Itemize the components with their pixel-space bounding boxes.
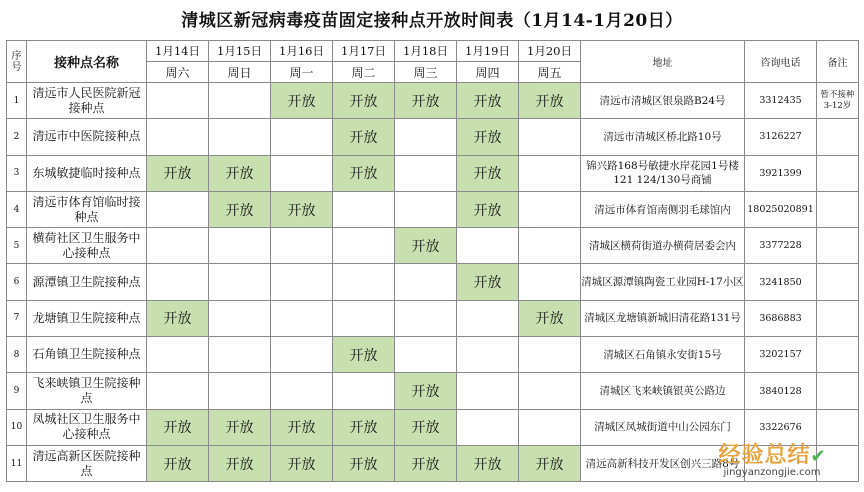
header-phone: 咨询电话 bbox=[745, 41, 817, 83]
header-address: 地址 bbox=[581, 41, 745, 83]
table-row bbox=[7, 191, 859, 227]
site-phone: 18025020891 bbox=[745, 191, 817, 227]
site-note bbox=[817, 373, 859, 409]
open-cell: 开放 bbox=[147, 300, 209, 336]
site-phone: 3312435 bbox=[745, 83, 817, 119]
site-address: 清远高新科技开发区创兴三路8号 bbox=[581, 445, 745, 481]
closed-cell bbox=[271, 337, 333, 373]
site-name: 凤城社区卫生服务中心接种点 bbox=[27, 409, 147, 445]
closed-cell bbox=[457, 337, 519, 373]
site-name: 清远市体育馆临时接种点 bbox=[27, 191, 147, 227]
row-number: 4 bbox=[7, 191, 27, 227]
closed-cell bbox=[395, 119, 457, 155]
table-row bbox=[7, 155, 859, 191]
open-cell: 开放 bbox=[271, 445, 333, 481]
closed-cell bbox=[457, 228, 519, 264]
closed-cell bbox=[147, 119, 209, 155]
table-row bbox=[7, 83, 859, 119]
closed-cell bbox=[147, 228, 209, 264]
row-number: 5 bbox=[7, 228, 27, 264]
site-name: 石角镇卫生院接种点 bbox=[27, 337, 147, 373]
site-address: 清远市清城区银泉路B24号 bbox=[581, 83, 745, 119]
open-cell: 开放 bbox=[457, 264, 519, 300]
closed-cell bbox=[209, 119, 271, 155]
row-number: 10 bbox=[7, 409, 27, 445]
open-cell: 开放 bbox=[519, 300, 581, 336]
site-name: 清远市中医院接种点 bbox=[27, 119, 147, 155]
site-phone: 3241850 bbox=[745, 264, 817, 300]
closed-cell bbox=[457, 300, 519, 336]
site-phone: 3921399 bbox=[745, 155, 817, 191]
site-name: 飞来峡镇卫生院接种点 bbox=[27, 373, 147, 409]
closed-cell bbox=[395, 300, 457, 336]
closed-cell bbox=[209, 83, 271, 119]
closed-cell bbox=[519, 264, 581, 300]
watermark-url: jingyanzongjie.com bbox=[723, 467, 821, 478]
closed-cell bbox=[271, 373, 333, 409]
open-cell: 开放 bbox=[519, 83, 581, 119]
table-row bbox=[7, 228, 859, 264]
closed-cell bbox=[519, 337, 581, 373]
site-name: 龙塘镇卫生院接种点 bbox=[27, 300, 147, 336]
site-address: 清城区龙塘镇新城旧清花路131号 bbox=[581, 300, 745, 336]
closed-cell bbox=[147, 191, 209, 227]
row-number: 3 bbox=[7, 155, 27, 191]
open-cell: 开放 bbox=[333, 337, 395, 373]
site-name: 清远市人民医院新冠接种点 bbox=[27, 83, 147, 119]
closed-cell bbox=[395, 191, 457, 227]
closed-cell bbox=[519, 409, 581, 445]
site-address: 锦兴路168号敏捷水岸花园1号楼121 124/130号商铺 bbox=[581, 155, 745, 191]
closed-cell bbox=[333, 300, 395, 336]
header-weekday: 周五 bbox=[519, 62, 581, 83]
site-note bbox=[817, 300, 859, 336]
closed-cell bbox=[147, 264, 209, 300]
open-cell: 开放 bbox=[333, 409, 395, 445]
site-note bbox=[817, 119, 859, 155]
row-number: 11 bbox=[7, 445, 27, 481]
schedule-body bbox=[7, 83, 859, 482]
closed-cell bbox=[519, 155, 581, 191]
closed-cell bbox=[395, 337, 457, 373]
open-cell: 开放 bbox=[271, 83, 333, 119]
closed-cell bbox=[271, 228, 333, 264]
closed-cell bbox=[271, 264, 333, 300]
open-cell: 开放 bbox=[395, 409, 457, 445]
site-address: 清城区凤城街道中山公园东门 bbox=[581, 409, 745, 445]
closed-cell bbox=[333, 228, 395, 264]
open-cell: 开放 bbox=[457, 445, 519, 481]
open-cell: 开放 bbox=[209, 191, 271, 227]
closed-cell bbox=[271, 155, 333, 191]
open-cell: 开放 bbox=[147, 155, 209, 191]
header-weekday: 周六 bbox=[147, 62, 209, 83]
closed-cell bbox=[395, 155, 457, 191]
closed-cell bbox=[333, 264, 395, 300]
open-cell: 开放 bbox=[395, 373, 457, 409]
header-date: 1月19日 bbox=[457, 41, 519, 62]
closed-cell bbox=[271, 119, 333, 155]
site-note bbox=[817, 228, 859, 264]
header-date: 1月15日 bbox=[209, 41, 271, 62]
open-cell: 开放 bbox=[147, 409, 209, 445]
site-name: 清远高新区医院接种点 bbox=[27, 445, 147, 481]
site-note bbox=[817, 191, 859, 227]
open-cell: 开放 bbox=[271, 409, 333, 445]
closed-cell bbox=[271, 300, 333, 336]
header-weekday: 周三 bbox=[395, 62, 457, 83]
schedule-table bbox=[6, 40, 859, 482]
closed-cell bbox=[519, 373, 581, 409]
site-address: 清远市体育馆南侧羽毛球馆内 bbox=[581, 191, 745, 227]
open-cell: 开放 bbox=[457, 155, 519, 191]
site-note bbox=[817, 155, 859, 191]
open-cell: 开放 bbox=[333, 83, 395, 119]
table-row bbox=[7, 264, 859, 300]
open-cell: 开放 bbox=[209, 445, 271, 481]
site-note bbox=[817, 337, 859, 373]
open-cell: 开放 bbox=[147, 445, 209, 481]
open-cell: 开放 bbox=[395, 228, 457, 264]
header-date: 1月20日 bbox=[519, 41, 581, 62]
closed-cell bbox=[395, 264, 457, 300]
open-cell: 开放 bbox=[209, 155, 271, 191]
site-address: 清城区源潭镇陶瓷工业园H-17小区 bbox=[581, 264, 745, 300]
table-row bbox=[7, 373, 859, 409]
header-weekday: 周四 bbox=[457, 62, 519, 83]
watermark bbox=[702, 438, 842, 478]
closed-cell bbox=[147, 337, 209, 373]
closed-cell bbox=[519, 228, 581, 264]
row-number: 2 bbox=[7, 119, 27, 155]
header-date: 1月14日 bbox=[147, 41, 209, 62]
open-cell: 开放 bbox=[395, 445, 457, 481]
site-address: 清城区飞来峡镇银英公路边 bbox=[581, 373, 745, 409]
open-cell: 开放 bbox=[519, 445, 581, 481]
closed-cell bbox=[209, 373, 271, 409]
header-date: 1月16日 bbox=[271, 41, 333, 62]
site-name: 横荷社区卫生服务中心接种点 bbox=[27, 228, 147, 264]
site-phone: 3377228 bbox=[745, 228, 817, 264]
closed-cell bbox=[333, 191, 395, 227]
closed-cell bbox=[209, 228, 271, 264]
header-weekday: 周二 bbox=[333, 62, 395, 83]
open-cell: 开放 bbox=[457, 119, 519, 155]
closed-cell bbox=[209, 300, 271, 336]
page-title: 清城区新冠病毒疫苗固定接种点开放时间表（1月14-1月20日） bbox=[181, 11, 683, 31]
closed-cell bbox=[457, 409, 519, 445]
header-note: 备注 bbox=[817, 41, 859, 83]
site-phone: 3686883 bbox=[745, 300, 817, 336]
closed-cell bbox=[519, 191, 581, 227]
open-cell: 开放 bbox=[209, 409, 271, 445]
header-no: 序号 bbox=[7, 41, 27, 83]
site-phone: 3126227 bbox=[745, 119, 817, 155]
row-number: 1 bbox=[7, 83, 27, 119]
open-cell: 开放 bbox=[333, 155, 395, 191]
site-address: 清城区石角镇永安街15号 bbox=[581, 337, 745, 373]
closed-cell bbox=[333, 373, 395, 409]
open-cell: 开放 bbox=[333, 119, 395, 155]
row-number: 8 bbox=[7, 337, 27, 373]
table-row bbox=[7, 337, 859, 373]
open-cell: 开放 bbox=[457, 83, 519, 119]
site-name: 源潭镇卫生院接种点 bbox=[27, 264, 147, 300]
site-address: 清城区横荷街道办横荷居委会内 bbox=[581, 228, 745, 264]
closed-cell bbox=[147, 373, 209, 409]
header-weekday: 周日 bbox=[209, 62, 271, 83]
closed-cell bbox=[209, 337, 271, 373]
site-phone: 3840128 bbox=[745, 373, 817, 409]
header-date: 1月18日 bbox=[395, 41, 457, 62]
open-cell: 开放 bbox=[457, 191, 519, 227]
table-row bbox=[7, 119, 859, 155]
closed-cell bbox=[457, 373, 519, 409]
open-cell: 开放 bbox=[271, 191, 333, 227]
closed-cell bbox=[209, 264, 271, 300]
row-number: 9 bbox=[7, 373, 27, 409]
open-cell: 开放 bbox=[333, 445, 395, 481]
site-note: 暂不接种3-12岁 bbox=[817, 83, 859, 119]
closed-cell bbox=[519, 119, 581, 155]
header-date: 1月17日 bbox=[333, 41, 395, 62]
site-name: 东城敏捷临时接种点 bbox=[27, 155, 147, 191]
site-phone: 3202157 bbox=[745, 337, 817, 373]
row-number: 7 bbox=[7, 300, 27, 336]
check-icon: ✔ bbox=[810, 446, 826, 467]
header-weekday: 周一 bbox=[271, 62, 333, 83]
watermark-text: 经验总结 bbox=[718, 443, 811, 468]
open-cell: 开放 bbox=[395, 83, 457, 119]
site-note bbox=[817, 264, 859, 300]
row-number: 6 bbox=[7, 264, 27, 300]
header-name: 接种点名称 bbox=[27, 41, 147, 83]
closed-cell bbox=[147, 83, 209, 119]
site-address: 清远市清城区桥北路10号 bbox=[581, 119, 745, 155]
site-phone: 3322676 bbox=[745, 409, 817, 445]
table-row bbox=[7, 300, 859, 336]
